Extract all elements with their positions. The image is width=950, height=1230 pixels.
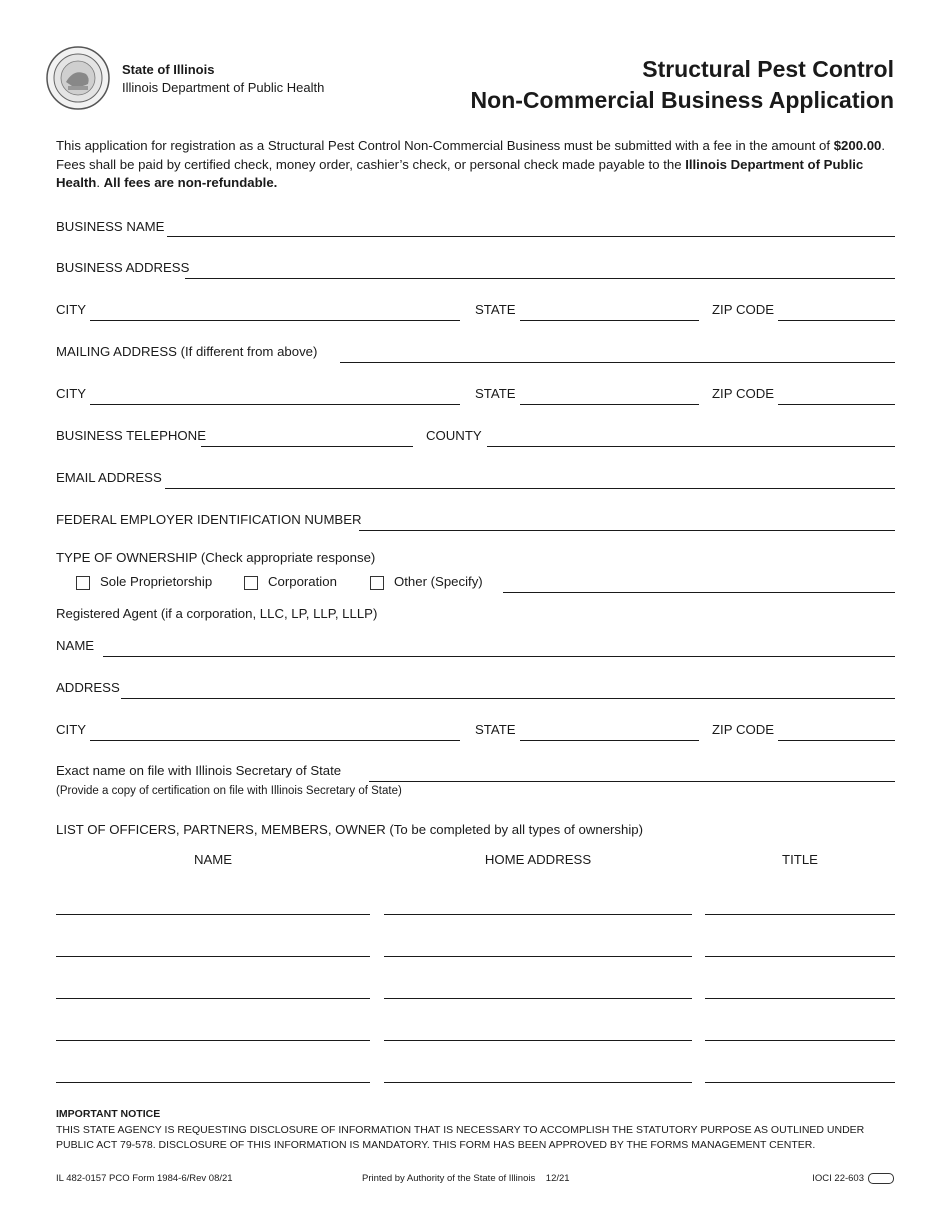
mailing-zip-label: ZIP CODE: [712, 386, 775, 401]
city-label: CITY: [56, 302, 87, 317]
sos-name-label: Exact name on file with Illinois Secretary of State: [56, 763, 342, 778]
officer-title-field[interactable]: [705, 914, 895, 915]
agent-zip-label: ZIP CODE: [712, 722, 775, 737]
org-name: State of Illinois: [122, 62, 215, 77]
email-label: EMAIL ADDRESS: [56, 470, 162, 485]
title-line-2: Non-Commercial Business Application: [470, 87, 894, 113]
officer-title-field[interactable]: [705, 956, 895, 957]
telephone-label: BUSINESS TELEPHONE: [56, 428, 206, 443]
mailing-city-label: CITY: [56, 386, 87, 401]
mailing-state-field[interactable]: [520, 404, 699, 405]
officer-title-field[interactable]: [705, 1040, 895, 1041]
officer-name-field[interactable]: [56, 914, 370, 915]
fee-amount: $200.00: [833, 138, 882, 153]
agent-city-field[interactable]: [90, 740, 460, 741]
state-seal-icon: [46, 46, 110, 110]
officer-name-field[interactable]: [56, 956, 370, 957]
officer-address-field[interactable]: [384, 1082, 692, 1083]
union-bug-icon: [868, 1173, 894, 1184]
printed-date: 12/21: [545, 1173, 570, 1184]
officers-label: LIST OF OFFICERS, PARTNERS, MEMBERS, OWNER (To be completed by all types of ownership): [56, 822, 644, 837]
mailing-city-field[interactable]: [90, 404, 460, 405]
corporation-label: Corporation: [268, 574, 337, 589]
officer-address-field[interactable]: [384, 956, 692, 957]
state-label: STATE: [475, 302, 516, 317]
corporation-checkbox[interactable]: [244, 576, 258, 590]
mailing-address-label: MAILING ADDRESS (If different from above): [56, 344, 318, 359]
notice-heading: IMPORTANT NOTICE: [56, 1108, 161, 1120]
intro-text-2: . Fees shall be paid by certified check, money order, cashier’s check, or personal check made payable to the: [56, 138, 886, 172]
business-address-field[interactable]: [185, 278, 895, 279]
zip-label: ZIP CODE: [712, 302, 775, 317]
other-specify-field[interactable]: [503, 592, 895, 593]
agent-name-label: NAME: [56, 638, 95, 653]
officer-name-field[interactable]: [56, 1040, 370, 1041]
agent-zip-field[interactable]: [778, 740, 895, 741]
county-label: COUNTY: [426, 428, 482, 443]
officers-col-address: HOME ADDRESS: [484, 852, 592, 867]
printed-by: [362, 1173, 570, 1184]
business-name-field[interactable]: [167, 236, 895, 237]
agent-address-field[interactable]: [121, 698, 895, 699]
business-address-label: BUSINESS ADDRESS: [56, 260, 190, 275]
mailing-address-field[interactable]: [340, 362, 895, 363]
ioci-number: [812, 1173, 894, 1184]
intro-paragraph: [56, 137, 896, 193]
state-field[interactable]: [520, 320, 699, 321]
dept-name: Illinois Department of Public Health: [122, 80, 325, 95]
fein-label: FEDERAL EMPLOYER IDENTIFICATION NUMBER: [56, 512, 362, 527]
title-line-1: Structural Pest Control: [642, 56, 894, 82]
agent-address-label: ADDRESS: [56, 680, 120, 695]
fein-field[interactable]: [359, 530, 895, 531]
telephone-field[interactable]: [201, 446, 413, 447]
sole-proprietorship-checkbox[interactable]: [76, 576, 90, 590]
payee-name: Illinois Department of Public Health: [56, 156, 864, 190]
intro-text-1: This application for registration as a Structural Pest Control Non-Commercial Business must be submitted with a fee in the amount of: [56, 138, 834, 153]
officer-address-field[interactable]: [384, 1040, 692, 1041]
sole-proprietorship-label: Sole Proprietorship: [100, 574, 213, 589]
county-field[interactable]: [487, 446, 895, 447]
printed-authority: Printed by Authority of the State of Illinois: [362, 1173, 536, 1184]
page-title: [471, 54, 894, 116]
sos-name-field[interactable]: [369, 781, 895, 782]
agent-state-field[interactable]: [520, 740, 699, 741]
other-checkbox[interactable]: [370, 576, 384, 590]
sos-note: (Provide a copy of certification on file with Illinois Secretary of State): [56, 785, 402, 797]
intro-text-3: .: [96, 175, 104, 190]
refund-notice: All fees are non-refundable.: [103, 175, 278, 190]
zip-field[interactable]: [778, 320, 895, 321]
email-field[interactable]: [165, 488, 895, 489]
agent-name-field[interactable]: [103, 656, 895, 657]
ownership-label: TYPE OF OWNERSHIP (Check appropriate response): [56, 550, 376, 565]
officer-address-field[interactable]: [384, 998, 692, 999]
officer-title-field[interactable]: [705, 998, 895, 999]
form-id: IL 482-0157 PCO Form 1984-6/Rev 08/21: [56, 1173, 233, 1184]
officer-name-field[interactable]: [56, 1082, 370, 1083]
ioci-text: IOCI 22-603: [812, 1173, 864, 1185]
agent-state-label: STATE: [475, 722, 516, 737]
mailing-zip-field[interactable]: [778, 404, 895, 405]
officers-col-title: TITLE: [782, 852, 818, 867]
business-name-label: BUSINESS NAME: [56, 219, 165, 234]
officer-name-field[interactable]: [56, 998, 370, 999]
officers-col-name: NAME: [193, 852, 233, 867]
registered-agent-label: Registered Agent (if a corporation, LLC, LP, LLP, LLLP): [56, 606, 378, 621]
mailing-state-label: STATE: [475, 386, 516, 401]
notice-text: THIS STATE AGENCY IS REQUESTING DISCLOSURE OF INFORMATION THAT IS NECESSARY TO ACCOMPLISH THE STATUTORY PURPOSE AS OUTLINED UNDER PUBLIC ACT 79-578. DISCLOSURE OF THIS INFORMATION IS MANDATORY. THIS FORM HAS BEEN APPROVED BY THE FORMS MANAGEMENT CENTER.: [56, 1124, 865, 1151]
officer-address-field[interactable]: [384, 914, 692, 915]
officer-title-field[interactable]: [705, 1082, 895, 1083]
other-label: Other (Specify): [394, 574, 483, 589]
agent-city-label: CITY: [56, 722, 87, 737]
city-field[interactable]: [90, 320, 460, 321]
